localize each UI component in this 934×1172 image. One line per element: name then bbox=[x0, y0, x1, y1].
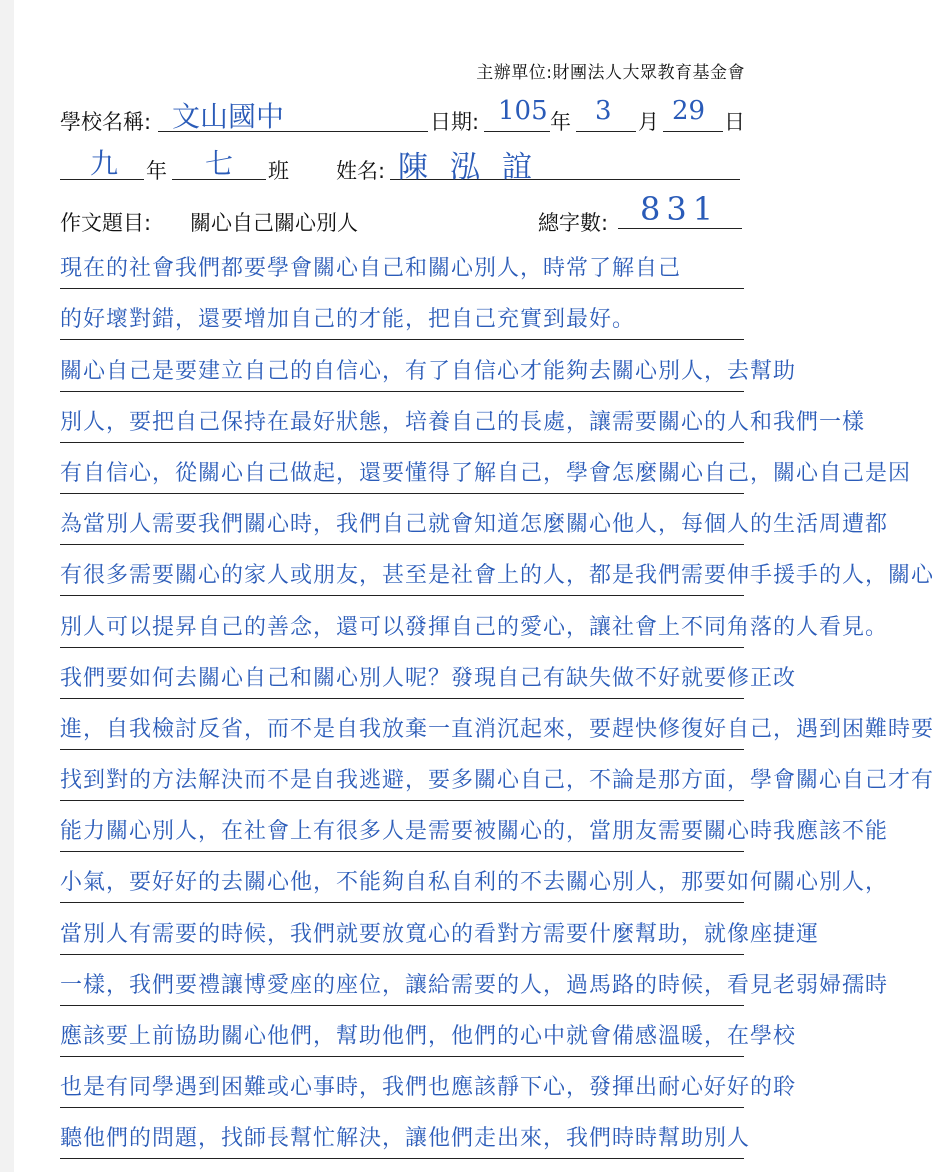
date-label: 日期: bbox=[430, 110, 480, 134]
day-unit: 日 bbox=[724, 110, 745, 134]
word-count-value: 831 bbox=[640, 190, 720, 228]
date-month: 3 bbox=[595, 96, 612, 126]
essay-line bbox=[60, 852, 889, 903]
essay-text: 找到對的方法解決而不是自我逃避，要多關心自己，不論是那方面，學會關心自己才有 bbox=[60, 768, 934, 794]
name-value: 陳泓誼 bbox=[398, 150, 554, 185]
essay-line bbox=[60, 903, 820, 954]
essay-line bbox=[60, 750, 934, 801]
essay-line bbox=[60, 955, 889, 1006]
essay-line bbox=[60, 443, 912, 494]
school-label: 學校名稱: bbox=[60, 110, 152, 134]
essay-text: 有很多需要關心的家人或朋友，甚至是社會上的人，都是我們需要伸手援手的人，關心 bbox=[60, 563, 934, 589]
essay-text: 別人，要把自己保持在最好狀態，培養自己的長處，讓需要關心的人和我們一樣 bbox=[60, 409, 866, 435]
essay-text: 關心自己是要建立自己的自信心，有了自信心才能夠去關心別人，去幫助 bbox=[60, 358, 797, 384]
day-underline bbox=[663, 131, 723, 132]
year-unit: 年 bbox=[550, 110, 571, 134]
grade-unit: 年 bbox=[146, 159, 167, 183]
grade-value: 九 bbox=[90, 147, 119, 180]
essay-line bbox=[60, 801, 889, 852]
essay-text: 我們要如何去關心自己和關心別人呢？發現自己有缺失做不好就要修正改 bbox=[60, 665, 797, 691]
month-underline bbox=[576, 131, 636, 132]
essay-line bbox=[60, 1006, 797, 1057]
name-label: 姓名: bbox=[336, 159, 386, 183]
essay-text: 別人可以提昇自己的善念，還可以發揮自己的愛心，讓社會上不同角落的人看見。 bbox=[60, 614, 889, 640]
essay-text: 現在的社會我們都要學會關心自己和關心別人，時常了解自己 bbox=[60, 256, 682, 282]
essay-line bbox=[60, 596, 889, 647]
essay-text: 也是有同學遇到困難或心事時，我們也應該靜下心，發揮出耐心好好的聆 bbox=[60, 1075, 797, 1101]
topic-label: 作文題目: bbox=[60, 211, 152, 235]
essay-text: 的好壞對錯，還要增加自己的才能，把自己充實到最好。 bbox=[60, 307, 636, 333]
essay-text: 有自信心，從關心自己做起，還要懂得了解自己，學會怎麼關心自己，關心自己是因 bbox=[60, 460, 912, 486]
essay-text: 聽他們的問題，找師長幫忙解決，讓他們走出來，我們時時幫助別人 bbox=[60, 1126, 751, 1152]
topic-value: 關心自己關心別人 bbox=[190, 211, 358, 235]
essay-line bbox=[60, 1057, 797, 1108]
essay-line bbox=[60, 392, 866, 443]
essay-text: 能力關心別人，在社會上有很多人是需要被關心的，當朋友需要關心時我應該不能 bbox=[60, 819, 889, 845]
essay-line bbox=[60, 1108, 751, 1159]
essay-text: 為當別人需要我們關心時，我們自己就會知道怎麼關心他人，每個人的生活周遭都 bbox=[60, 512, 889, 538]
school-value: 文山國中 bbox=[172, 100, 285, 133]
essay-line bbox=[60, 340, 797, 391]
essay-line bbox=[60, 648, 797, 699]
essay-body bbox=[60, 238, 934, 1159]
essay-text: 一樣，我們要禮讓博愛座的座位，讓給需要的人，過馬路的時候，看見老弱婦孺時 bbox=[60, 972, 889, 998]
date-day: 29 bbox=[672, 96, 706, 126]
class-value: 七 bbox=[205, 147, 234, 180]
essay-text: 當別人有需要的時候，我們就要放寬心的看對方需要什麼幫助，就像座捷運 bbox=[60, 921, 820, 947]
essay-text: 小氣，要好好的去關心他，不能夠自私自利的不去關心別人，那要如何關心別人， bbox=[60, 870, 889, 896]
essay-line bbox=[60, 545, 934, 596]
essay-line bbox=[60, 494, 889, 545]
month-unit: 月 bbox=[638, 110, 659, 134]
essay-text: 進，自我檢討反省，而不是自我放棄一直消沉起來，要趕快修復好自己，遇到困難時要 bbox=[60, 716, 934, 742]
essay-text: 應該要上前協助關心他們，幫助他們，他們的心中就會備感溫暖，在學校 bbox=[60, 1024, 797, 1049]
organizer-text: 主辦單位:財團法人大眾教育基金會 bbox=[476, 63, 745, 83]
year-underline bbox=[484, 131, 550, 132]
word-count-underline bbox=[618, 228, 742, 229]
word-count-label: 總字數: bbox=[538, 211, 609, 235]
essay-line bbox=[60, 699, 934, 750]
date-year: 105 bbox=[498, 96, 548, 126]
essay-line bbox=[60, 289, 744, 340]
essay-line bbox=[60, 238, 744, 289]
class-unit: 班 bbox=[268, 159, 289, 183]
scan-edge bbox=[0, 0, 14, 1172]
